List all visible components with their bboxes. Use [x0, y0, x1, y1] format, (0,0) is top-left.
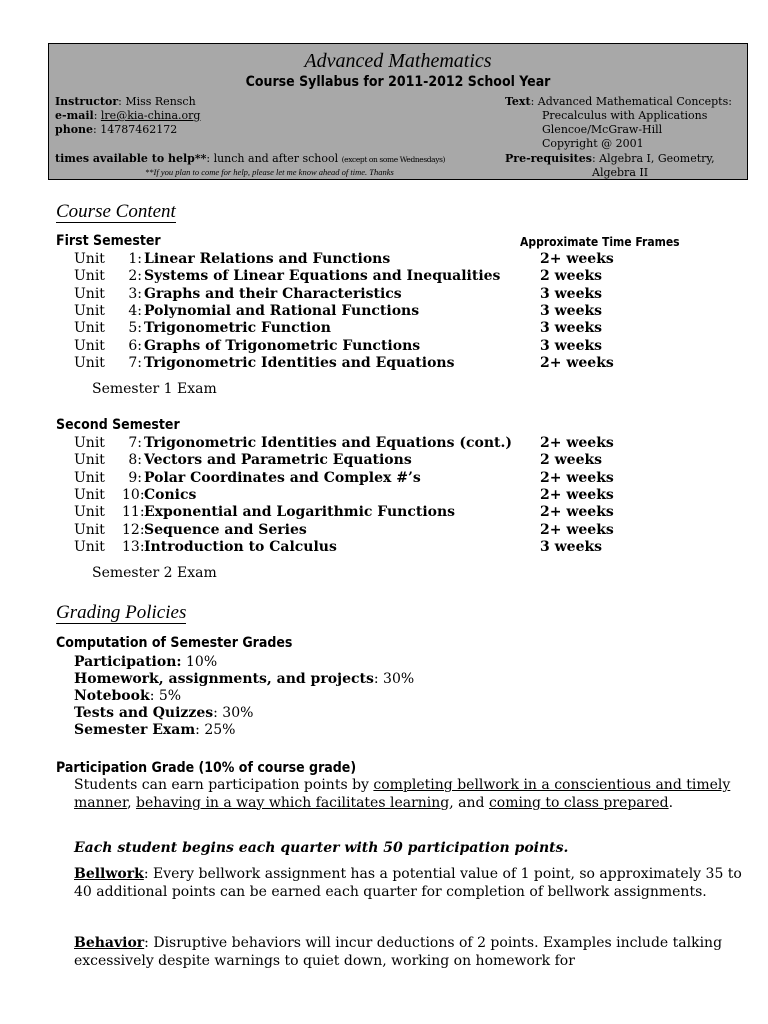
email-sep: :: [93, 109, 101, 122]
unit-number: 8:: [128, 452, 142, 469]
unit-number: 5:: [128, 320, 142, 337]
unit-row: [74, 355, 634, 372]
participation-text: .: [668, 794, 674, 811]
syllabus-header-box: [48, 43, 748, 180]
grade-weight-item: [74, 671, 414, 687]
help-value: : lunch and after school: [206, 152, 342, 165]
unit-label: Unit: [74, 486, 105, 503]
unit-label: Unit: [74, 285, 105, 302]
unit-row: [74, 435, 634, 452]
unit-time-frame: 3 weeks: [540, 320, 603, 337]
unit-row: [74, 268, 634, 285]
unit-row: [74, 286, 634, 303]
unit-title: Trigonometric Function: [144, 320, 331, 337]
grade-weight-label: Notebook: [74, 688, 150, 704]
unit-row: [74, 251, 634, 268]
unit-number: 2:: [128, 268, 142, 285]
unit-row: [74, 320, 634, 337]
grade-weight-label: Semester Exam: [74, 722, 196, 738]
grade-weight-value: : 5%: [149, 688, 182, 704]
grade-weight-label: Homework, assignments, and projects: [74, 671, 374, 687]
participation-paragraph: [74, 777, 750, 812]
unit-title: Trigonometric Identities and Equations: [144, 354, 455, 371]
unit-row: [74, 487, 634, 504]
participation-criterion-behavior: behaving in a way which facilitates learning: [136, 794, 450, 811]
text-line-2: Precalculus with Applications: [542, 109, 708, 122]
behavior-text: : Disruptive behaviors will incur deductions of 2 points. Examples include talking excessively despite warnings to quiet down, working on homework for: [74, 935, 723, 969]
unit-label: Unit: [74, 354, 105, 371]
participation-points-note: Each student begins each quarter with 50 participation points.: [74, 840, 569, 856]
unit-time-frame: 2+ weeks: [540, 521, 614, 538]
unit-label: Unit: [74, 504, 105, 521]
unit-title: Vectors and Parametric Equations: [144, 452, 412, 469]
unit-label: Unit: [74, 521, 105, 538]
participation-text: , and: [449, 794, 489, 811]
help-footnote: **If you plan to come for help, please let me know ahead of time. Thanks: [145, 167, 394, 177]
text-line-3: Glencoe/McGraw-Hill: [542, 123, 663, 136]
unit-time-frame: 2+ weeks: [540, 504, 614, 521]
semester-1-exam: Semester 1 Exam: [92, 381, 217, 397]
unit-label: Unit: [74, 435, 105, 451]
first-semester-heading: First Semester: [56, 233, 161, 249]
unit-number: 11:: [122, 504, 145, 521]
unit-time-frame: 2 weeks: [540, 268, 603, 285]
participation-text: Students can earn participation points by: [74, 777, 374, 793]
text-label: Text: [505, 95, 531, 108]
text-line-4: Copyright @ 2001: [542, 137, 644, 150]
grade-weight-item: [74, 688, 181, 704]
grade-weight-item: [74, 722, 235, 738]
grade-weight-item: [74, 705, 253, 721]
course-title: Advanced Mathematics: [304, 50, 492, 72]
phone-label: phone: [55, 123, 94, 136]
behavior-label: Behavior: [74, 935, 145, 951]
grade-weight-item: [74, 654, 217, 670]
unit-number: 7:: [128, 435, 142, 451]
unit-label: Unit: [74, 337, 105, 354]
email-link[interactable]: lre@kia-china.org: [100, 109, 201, 122]
help-small-note: (except on some Wednesdays): [341, 155, 446, 164]
unit-title: Conics: [144, 486, 197, 503]
unit-number: 13:: [122, 538, 145, 555]
phone-value: : 14787462172: [93, 123, 178, 136]
unit-title: Trigonometric Identities and Equations (cont.): [144, 435, 512, 451]
instructor-label: Instructor: [55, 95, 119, 108]
unit-number: 1:: [128, 251, 142, 267]
unit-title: Polynomial and Rational Functions: [144, 302, 420, 319]
bellwork-label: Bellwork: [74, 866, 144, 882]
unit-title: Sequence and Series: [144, 521, 307, 538]
unit-label: Unit: [74, 268, 105, 285]
unit-number: 4:: [128, 302, 142, 319]
participation-text: ,: [127, 794, 137, 811]
unit-label: Unit: [74, 469, 105, 486]
unit-time-frame: 3 weeks: [540, 538, 603, 555]
unit-time-frame: 2+ weeks: [540, 469, 614, 486]
grade-weight-value: : 30%: [213, 705, 254, 721]
help-line: [55, 152, 445, 165]
unit-row: [74, 504, 634, 521]
grade-weight-value: 10%: [181, 654, 218, 670]
unit-time-frame: 2+ weeks: [540, 354, 614, 371]
unit-time-frame: 3 weeks: [540, 285, 603, 302]
unit-row: [74, 522, 634, 539]
instructor-value: : Miss Rensch: [118, 95, 196, 108]
course-content-heading: Course Content: [56, 201, 176, 222]
time-frames-heading: Approximate Time Frames: [520, 235, 680, 249]
bellwork-text: : Every bellwork assignment has a potential value of 1 point, so approximately 35 to 40 additional points can be earned each quarter for completion of bellwork assignments.: [74, 866, 742, 900]
instructor-line: [55, 95, 196, 108]
semester-2-exam: Semester 2 Exam: [92, 565, 217, 581]
unit-label: Unit: [74, 538, 105, 555]
prereq-line-2: Algebra II: [592, 166, 649, 179]
unit-row: [74, 452, 634, 469]
unit-title: Graphs of Trigonometric Functions: [144, 337, 421, 354]
unit-label: Unit: [74, 251, 105, 267]
phone-line: [55, 123, 177, 136]
unit-title: Exponential and Logarithmic Functions: [144, 504, 456, 521]
text-line: [505, 95, 732, 108]
unit-time-frame: 3 weeks: [540, 302, 603, 319]
unit-number: 3:: [128, 285, 142, 302]
unit-row: [74, 338, 634, 355]
help-label: times available to help**: [55, 152, 207, 165]
prereq-label: Pre-requisites: [505, 152, 592, 165]
email-line: [55, 109, 200, 122]
participation-criterion-prepared: coming to class prepared: [488, 794, 669, 811]
unit-title: Linear Relations and Functions: [144, 251, 391, 267]
behavior-paragraph: [74, 935, 750, 970]
unit-title: Systems of Linear Equations and Inequalities: [144, 268, 501, 285]
participation-heading: Participation Grade (10% of course grade): [56, 760, 357, 776]
unit-number: 6:: [128, 337, 142, 354]
unit-number: 7:: [128, 354, 142, 371]
email-label: e-mail: [55, 109, 94, 122]
unit-number: 9:: [128, 469, 142, 486]
computation-heading: Computation of Semester Grades: [56, 635, 293, 651]
bellwork-paragraph: [74, 866, 750, 901]
unit-number: 10:: [122, 486, 145, 503]
grade-weight-value: : 25%: [195, 722, 236, 738]
prereq-line: [505, 152, 715, 165]
unit-time-frame: 2 weeks: [540, 452, 603, 469]
grading-policies-heading: Grading Policies: [56, 602, 187, 623]
grade-weight-value: : 30%: [373, 671, 415, 687]
unit-row: [74, 470, 634, 487]
unit-label: Unit: [74, 452, 105, 469]
unit-time-frame: 3 weeks: [540, 337, 603, 354]
prereq-value: : Algebra I, Geometry,: [591, 152, 715, 165]
unit-row: [74, 303, 634, 320]
unit-time-frame: 2+ weeks: [540, 435, 614, 451]
unit-time-frame: 2+ weeks: [540, 251, 614, 267]
text-value: : Advanced Mathematical Concepts:: [530, 95, 732, 108]
unit-title: Graphs and their Characteristics: [144, 285, 402, 302]
unit-label: Unit: [74, 302, 105, 319]
unit-time-frame: 2+ weeks: [540, 486, 614, 503]
participation-criterion-bellwork: completing bellwork in a conscientious and timely manner: [74, 777, 731, 811]
unit-label: Unit: [74, 320, 105, 337]
unit-title: Introduction to Calculus: [144, 538, 337, 555]
unit-number: 12:: [122, 521, 145, 538]
second-semester-heading: Second Semester: [56, 417, 180, 433]
unit-title: Polar Coordinates and Complex #’s: [144, 469, 421, 486]
course-subtitle: Course Syllabus for 2011-2012 School Year: [245, 74, 551, 90]
grade-weight-label: Tests and Quizzes: [74, 705, 214, 721]
grade-weight-label: Participation:: [74, 654, 182, 670]
unit-row: [74, 539, 634, 556]
